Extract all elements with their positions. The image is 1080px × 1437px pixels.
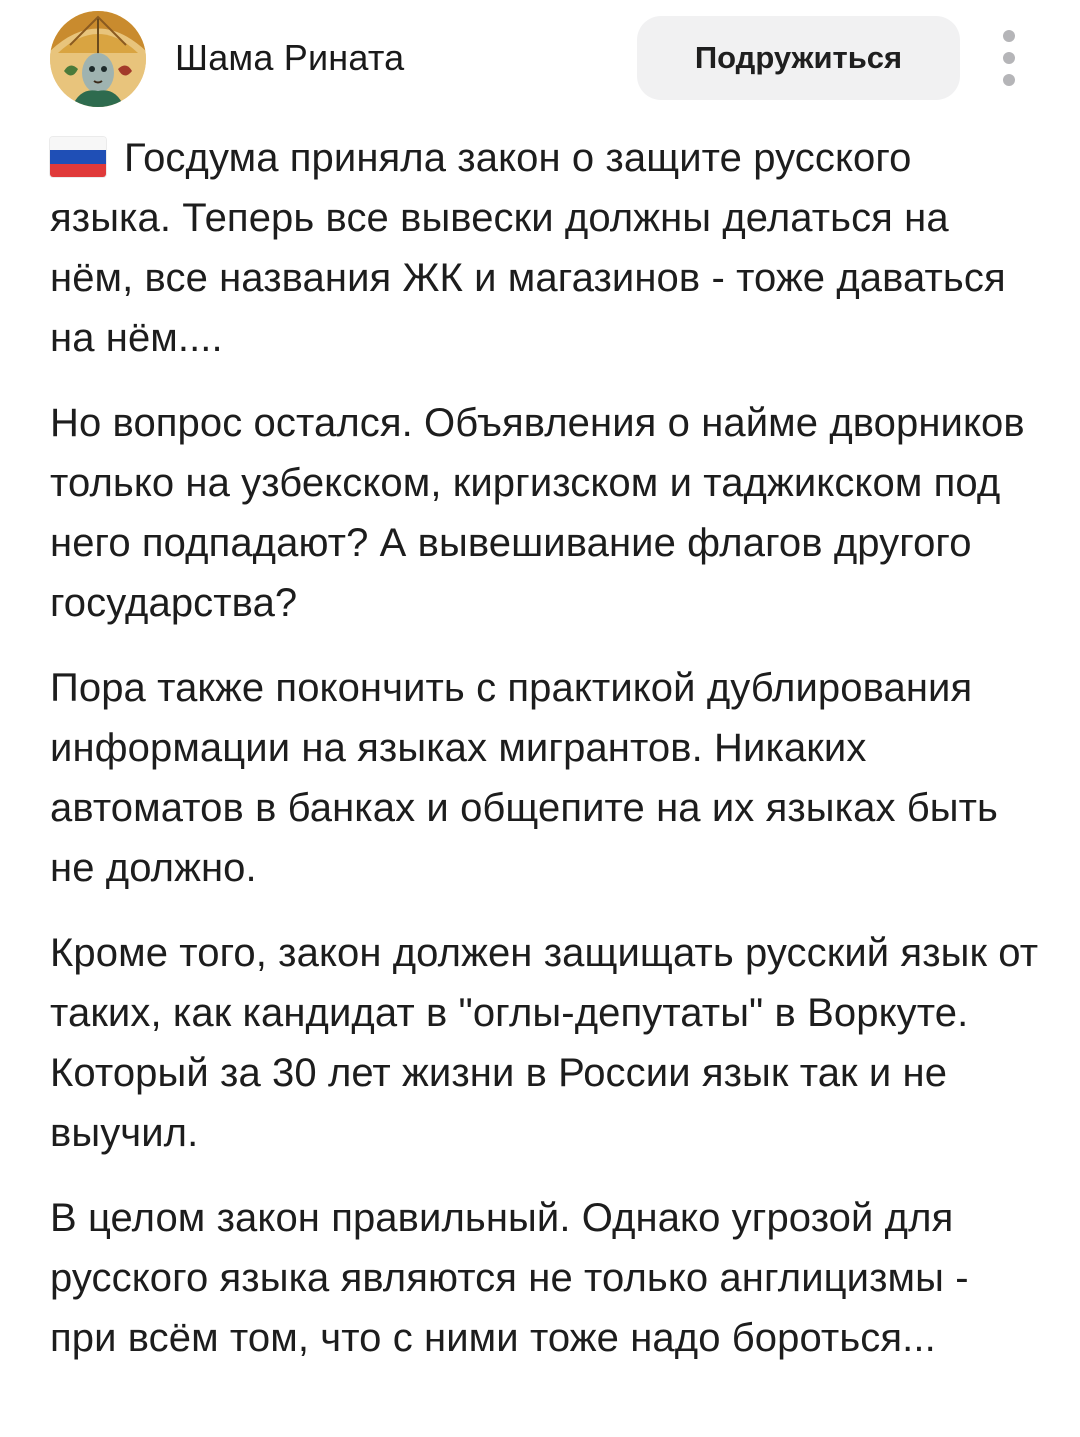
russia-flag-icon [50, 137, 106, 177]
dot [1003, 74, 1015, 86]
author-name[interactable]: Шама Рината [175, 37, 405, 78]
post-paragraph-3: Пора также покончить с практикой дублирования информации на языках мигрантов. Никаких автоматов в банках и общепите на их языках быть не должно. [50, 666, 998, 890]
dot [1003, 52, 1015, 64]
dot [1003, 30, 1015, 42]
post-paragraph-5: В целом закон правильный. Однако угрозой для русского языка являются не только англицизмы - при всём том, что с ними тоже надо бороться... [50, 1196, 969, 1360]
vertical-dots-icon[interactable] [994, 30, 1024, 86]
avatar-image [50, 11, 146, 107]
post-paragraph-1 [50, 128, 1040, 368]
post-paragraph-2: Но вопрос остался. Объявления о найме дворников только на узбекском, киргизском и таджикском под него подпадают? А вывешивание флагов другого государства? [50, 401, 1025, 625]
add-friend-button[interactable]: Подружиться [637, 16, 960, 100]
post-header [0, 0, 1080, 120]
paragraph-text: Госдума приняла закон о защите русского языка. Теперь все вывески должны делаться на нём, все названия ЖК и магазинов - тоже даваться на нём.... [50, 136, 1006, 360]
avatar[interactable] [50, 11, 146, 107]
post-paragraph-4: Кроме того, закон должен защищать русский язык от таких, как кандидат в "оглы-депутаты" в Воркуте. Который за 30 лет жизни в России язык так и не выучил. [50, 931, 1039, 1155]
post-body [50, 128, 1040, 1393]
